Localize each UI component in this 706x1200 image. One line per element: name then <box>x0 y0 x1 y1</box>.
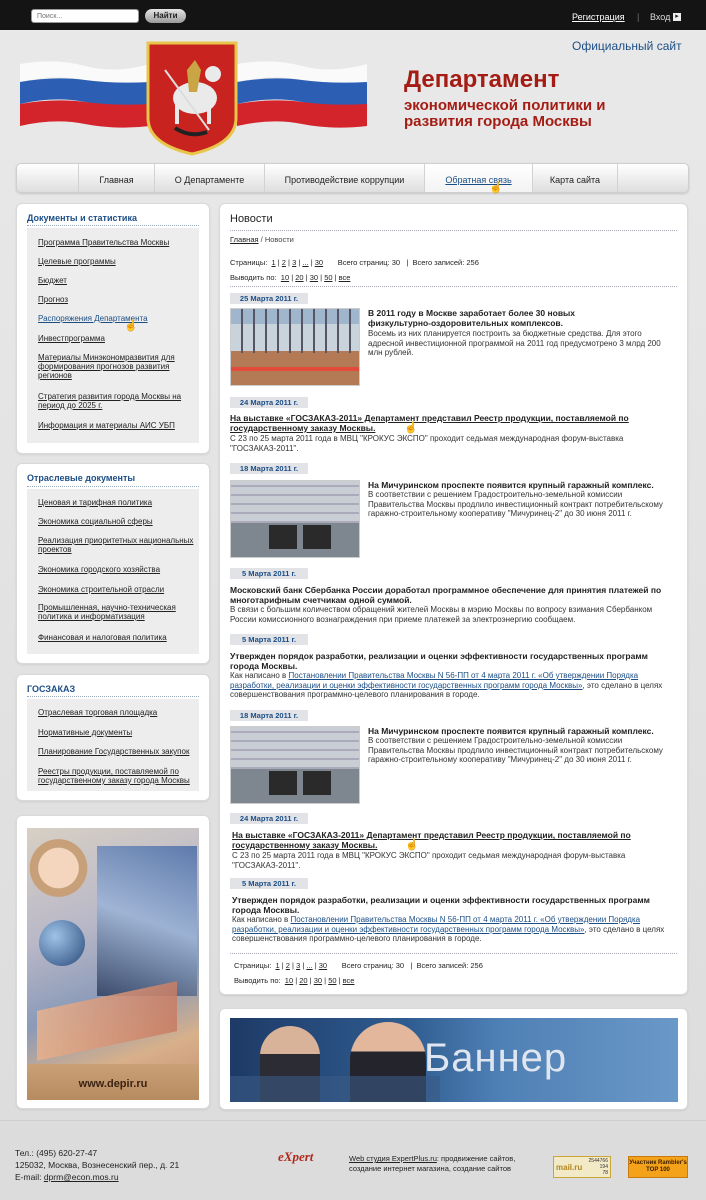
news-text <box>230 671 670 700</box>
per-page-link[interactable]: все <box>342 976 355 985</box>
news-date: 5 Марта 2011 г. <box>230 634 308 645</box>
expertplus-logo[interactable]: eXpert <box>278 1149 314 1164</box>
news-text: С 23 по 25 марта 2011 года в МВЦ "КРОКУС ЭКСПО" проходит седьмая международная форум-выставка "ГОСЗАКАЗ-2011". <box>232 851 626 870</box>
news-title[interactable]: На Мичуринском проспекте появится крупный гаражный комплекс. <box>368 480 654 490</box>
counter-value: 194 <box>599 1164 608 1170</box>
nav-sitemap[interactable]: Карта сайта <box>532 164 618 192</box>
nav-about[interactable]: О Департаменте <box>154 164 264 192</box>
per-page-bottom: Выводить по: 10 | 20 | 30 | 50 | все <box>234 976 355 985</box>
news-date: 25 Марта 2011 г. <box>230 293 308 304</box>
total-records: Всего записей: 256 <box>412 258 479 267</box>
per-page-link[interactable]: 50 <box>328 976 337 985</box>
news-text-start: Как написано в <box>232 915 291 924</box>
pagination-bottom: Страницы: 1 | 2 | 3 | ... | 30 Всего страниц: 30 | Всего записей: 256 <box>234 961 483 970</box>
sidebar-item-target-programs[interactable]: Целевые программы <box>38 257 116 266</box>
sidebar-item-gov-program[interactable]: Программа Правительства Москвы <box>38 238 170 247</box>
nav-anticorruption[interactable]: Противодействие коррупции <box>264 164 424 192</box>
divider <box>230 286 677 287</box>
sidebar-item-normative[interactable]: Нормативные документы <box>38 728 133 737</box>
top-bar <box>0 0 706 30</box>
sidebar-item-social[interactable]: Экономика социальной сферы <box>38 517 153 526</box>
nav-feedback[interactable]: Обратная связь <box>424 164 532 192</box>
sidebar-item-national-projects[interactable]: Реализация приоритетных национальных проектов <box>38 536 194 554</box>
banner-image[interactable] <box>230 1018 678 1102</box>
news-date: 18 Марта 2011 г. <box>230 463 308 474</box>
ad-banner-image[interactable] <box>27 828 199 1100</box>
footer-email-row <box>15 1172 119 1183</box>
news-date: 5 Марта 2011 г. <box>230 878 308 889</box>
sidebar-item-ais-ubp[interactable]: Информация и материалы АИС УБП <box>38 421 175 430</box>
sidebar-item-tariff[interactable]: Ценовая и тарифная политика <box>38 498 153 507</box>
per-page-link[interactable]: 10 <box>284 976 294 985</box>
page-link[interactable]: 1 <box>275 961 280 970</box>
news-text <box>232 915 672 944</box>
page-link[interactable]: 1 <box>271 258 276 267</box>
total-pages: Всего страниц: 30 <box>341 961 405 970</box>
per-page-link[interactable]: 30 <box>313 976 323 985</box>
per-page-top: Выводить по: 10 | 20 | 30 | 50 | все <box>230 273 351 282</box>
hand-cursor-icon: ☝ <box>124 320 138 332</box>
docs-list <box>27 228 199 443</box>
footer-phone: Тел.: (495) 620-27-47 <box>15 1148 98 1158</box>
nav-home[interactable]: Главная <box>78 164 154 192</box>
divider <box>27 696 199 697</box>
breadcrumb-home[interactable]: Главная <box>230 235 259 244</box>
breadcrumb <box>230 235 294 244</box>
page-link[interactable]: ... <box>302 258 309 267</box>
footer <box>0 1120 706 1200</box>
page-title: Новости <box>230 213 273 225</box>
counter-value: 2544766 <box>588 1158 608 1164</box>
news-date: 24 Марта 2011 г. <box>230 397 308 408</box>
sidebar-item-strategy[interactable]: Стратегия развития города Москвы на период до 2025 г. <box>38 392 182 410</box>
department-subtitle: экономической политики и развития города Москвы <box>404 97 606 130</box>
branch-docs-title: Отраслевые документы <box>27 473 136 483</box>
footer-email-link[interactable]: dprm@econ.mos.ru <box>43 1172 119 1182</box>
search-input[interactable] <box>31 9 139 23</box>
per-page-link[interactable]: 20 <box>299 976 308 985</box>
news-title[interactable]: Московский банк Сбербанка России доработал программное обеспечение для принятия платежей по многотарифным счетчикам одной суммой. <box>230 585 662 605</box>
per-page-link[interactable]: 10 <box>280 273 290 282</box>
ad-url: www.depir.ru <box>78 1078 148 1090</box>
search-button[interactable]: Найти <box>145 9 186 23</box>
counter-values <box>589 1158 608 1176</box>
news-text: В связи с большим количеством обращений жителей Москвы в мэрию Москвы по вопросу взимания Сбербанком России комиссионного вознаграждения при приеме платежей за электроэнергию сообщаем. <box>230 605 653 624</box>
news-text-start: Как написано в <box>230 671 289 680</box>
hand-cursor-icon: ☝ <box>404 422 418 434</box>
news-text: С 23 по 25 марта 2011 года в МВЦ "КРОКУС ЭКСПО" проходит седьмая международная форум-выставка "ГОСЗАКАЗ-2011". <box>230 434 624 453</box>
page-link[interactable]: 3 <box>296 961 301 970</box>
goszakaz-title: ГОСЗАКАЗ <box>27 684 76 694</box>
news-panel <box>219 203 688 995</box>
sidebar-item-budget[interactable]: Бюджет <box>38 276 67 285</box>
news-title[interactable]: Утвержден порядок разработки, реализации и оценки эффективности государственных программ города Москвы. <box>232 895 650 915</box>
news-date: 18 Марта 2011 г. <box>230 710 308 721</box>
per-page-link[interactable]: 30 <box>309 273 319 282</box>
per-page-label: Выводить по: <box>234 976 281 985</box>
counter-value: 78 <box>602 1170 608 1176</box>
hand-cursor-icon: ☝ <box>405 839 419 851</box>
banner-panel <box>219 1008 688 1110</box>
sidebar-item-industry[interactable]: Промышленная, научно-техническая политика и информатизация <box>38 603 176 621</box>
divider <box>230 230 677 231</box>
moscow-coat-of-arms-icon <box>145 40 239 156</box>
counter-mailru-label: mail.ru <box>556 1163 583 1172</box>
divider <box>27 225 199 226</box>
sidebar-item-registers[interactable]: Реестры продукции, поставляемой по государственному заказу города Москвы <box>38 767 190 785</box>
news-title[interactable]: Утвержден порядок разработки, реализации и оценки эффективности государственных программ города Москвы. <box>230 651 648 671</box>
russian-flag-left-icon <box>20 58 150 130</box>
page-link[interactable]: 3 <box>292 258 297 267</box>
news-text: В соответствии с решением Градостроительно-земельной комиссии Правительства Москвы продлило инвестиционный контракт потребительскому гаражно-строительному кооперативу "Мичуринец-2" до 30 июня 2011 г. <box>368 736 663 765</box>
arrow-right-box-icon[interactable]: ▸ <box>673 13 681 21</box>
goszakaz-panel <box>16 674 210 801</box>
news-thumbnail[interactable] <box>230 308 360 386</box>
per-page-label: Выводить по: <box>230 273 277 282</box>
login-link[interactable]: Вход <box>650 12 671 22</box>
news-title[interactable]: В 2011 году в Москве заработает более 30 новых физкультурно-оздоровительных комплексов. <box>368 308 576 328</box>
page-link[interactable]: 2 <box>281 258 286 267</box>
sidebar-item-city-economy[interactable]: Экономика городского хозяйства <box>38 565 161 574</box>
sidebar-item-orders[interactable]: Распоряжения Департамента <box>38 314 148 323</box>
news-title[interactable]: На выставке «ГОСЗАКАЗ-2011» Департамент представил Реестр продукции, поставляемой по государственному заказу Москвы. <box>230 413 629 433</box>
top-separator: | <box>637 12 640 22</box>
banner-text: Баннер <box>424 1036 568 1080</box>
per-page-link[interactable]: 50 <box>324 273 333 282</box>
breadcrumb-current: Новости <box>264 235 294 244</box>
branch-docs-panel <box>16 463 210 664</box>
news-title[interactable]: На выставке «ГОСЗАКАЗ-2011» Департамент представил Реестр продукции, поставляемой по государственному заказу Москвы. <box>232 830 631 850</box>
news-thumbnail[interactable] <box>230 480 360 558</box>
news-text: Восемь из них планируется построить за бюджетные средства. Для этого адресной инвестиционной программой на 2011 год предусмотрено 3 млрд 200 млн рублей. <box>368 329 661 358</box>
footer-address: 125032, Москва, Вознесенский пер., д. 21 <box>15 1160 180 1170</box>
per-page-link[interactable]: все <box>338 273 351 282</box>
news-date: 5 Марта 2011 г. <box>230 568 308 579</box>
sidebar-item-procurement[interactable]: Планирование Государственных закупок <box>38 747 190 756</box>
resolution-link[interactable]: Постановлении Правительства Москвы N 56-ПП от 4 марта 2011 г. «Об утверждении Порядка разработки, реализации и оценки эффективности государственных программ города Москвы» <box>232 915 641 934</box>
page-link[interactable]: 2 <box>285 961 290 970</box>
total-pages: Всего страниц: 30 <box>337 258 401 267</box>
pagination-top: Страницы: 1 | 2 | 3 | ... | 30 Всего страниц: 30 | Всего записей: 256 <box>230 258 479 267</box>
page-link[interactable]: ... <box>306 961 313 970</box>
per-page-link[interactable]: 20 <box>295 273 304 282</box>
page-link[interactable]: 30 <box>318 961 328 970</box>
resolution-link[interactable]: Постановлении Правительства Москвы N 56-ПП от 4 марта 2011 г. «Об утверждении Порядка разработки, реализации и оценки эффективности государственных программ города Москвы» <box>230 671 639 690</box>
sidebar-item-construction[interactable]: Экономика строительной отрасли <box>38 585 165 594</box>
ad-panel <box>16 815 210 1109</box>
news-text-end: , это сделано в целях совершенствования программно-целевого планирования в городе. <box>232 924 665 944</box>
footer-studio <box>349 1154 529 1174</box>
pages-label: Страницы: <box>234 961 272 970</box>
divider <box>27 486 199 487</box>
news-text-end: , это сделано в целях совершенствования программно-целевого планирования в городе. <box>230 680 663 700</box>
news-thumbnail[interactable] <box>230 726 360 804</box>
register-link[interactable]: Регистрация <box>572 12 625 22</box>
mailru-counter[interactable] <box>553 1156 611 1178</box>
branch-docs-list <box>27 489 199 654</box>
sidebar-item-trade-platform[interactable]: Отраслевая торговая площадка <box>38 708 158 717</box>
news-date: 24 Марта 2011 г. <box>230 813 308 824</box>
page-link[interactable]: 30 <box>314 258 324 267</box>
news-title[interactable]: На Мичуринском проспекте появится крупный гаражный комплекс. <box>368 726 654 736</box>
official-site-label: Официальный сайт <box>572 39 682 53</box>
breadcrumb-sep: / <box>258 235 265 244</box>
docs-stats-title: Документы и статистика <box>27 213 137 223</box>
sidebar-item-forecast[interactable]: Прогноз <box>38 295 69 304</box>
studio-link[interactable]: Web студия ExpertPlus.ru <box>349 1154 437 1163</box>
sidebar-item-minecon[interactable]: Материалы Минэкономразвития для формирования прогнозов развития регионов <box>38 353 175 380</box>
divider <box>230 953 677 954</box>
main-nav <box>16 163 689 193</box>
hand-cursor-icon: ☝ <box>489 182 503 194</box>
sidebar-item-finance[interactable]: Финансовая и налоговая политика <box>38 633 167 642</box>
news-text: В соответствии с решением Градостроительно-земельной комиссии Правительства Москвы продлило инвестиционный контракт потребительскому гаражно-строительному кооперативу "Мичуринец-2" до 30 июня 2011 г. <box>368 490 663 519</box>
total-records: Всего записей: 256 <box>416 961 483 970</box>
russian-flag-right-icon <box>237 58 367 130</box>
sidebar-item-invest[interactable]: Инвестпрограмма <box>38 334 105 343</box>
rambler-counter[interactable]: Участник Rambler's TOP 100 <box>628 1156 688 1178</box>
docs-stats-panel <box>16 203 210 454</box>
goszakaz-list <box>27 699 199 791</box>
studio-text: : продвижение сайтов, создание интернет магазина, создание сайтов <box>349 1154 516 1173</box>
pages-label: Страницы: <box>230 258 268 267</box>
footer-email-label: E-mail: <box>15 1172 44 1182</box>
department-title: Департамент <box>404 66 560 93</box>
